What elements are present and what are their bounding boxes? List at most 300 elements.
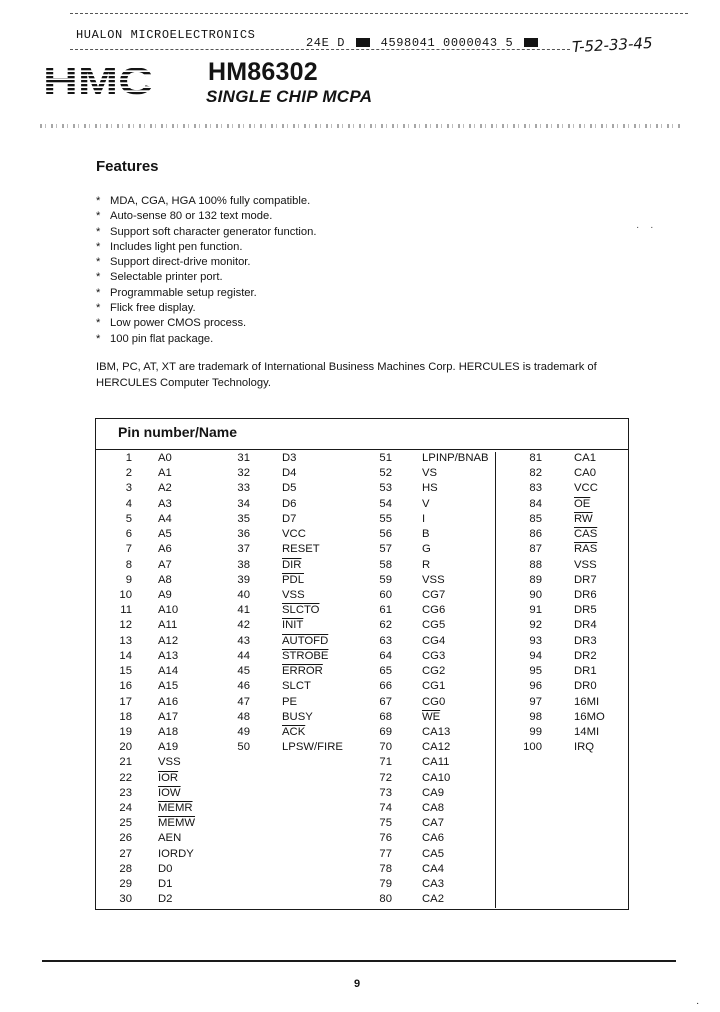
pin-name: A3	[158, 497, 172, 510]
pin-number: 82	[529, 467, 542, 480]
pin-row	[518, 618, 624, 633]
pin-row	[104, 801, 234, 816]
pin-number: 74	[379, 802, 392, 815]
pin-number: 31	[237, 452, 250, 464]
pin-name: A19	[158, 741, 179, 754]
pin-row	[104, 542, 234, 557]
pin-row	[104, 877, 234, 892]
pin-number: 95	[529, 665, 542, 678]
pin-number: 90	[529, 588, 542, 601]
pin-row	[104, 695, 234, 710]
pin-row	[230, 527, 370, 542]
pin-name: A0	[158, 452, 172, 464]
scan-speckle: · ·	[636, 222, 658, 233]
pin-number: 33	[237, 482, 250, 495]
pin-number: 91	[529, 604, 542, 617]
pin-name: $\overline{DIR}$	[282, 558, 302, 571]
pin-name: A1	[158, 467, 172, 480]
pin-row	[518, 497, 624, 512]
pin-row	[230, 710, 370, 725]
pin-name: R	[422, 558, 431, 571]
pin-name: A14	[158, 665, 179, 678]
pin-number: 59	[379, 573, 392, 586]
pin-row	[230, 451, 370, 466]
pin-number: 61	[379, 604, 392, 617]
pin-number: 89	[529, 573, 542, 586]
pin-name: CG5	[422, 619, 446, 632]
pin-row	[370, 512, 498, 527]
feature-text: Support soft character generator function.	[110, 225, 317, 238]
pin-row	[370, 771, 498, 786]
feature-item	[96, 255, 316, 270]
pin-row	[518, 573, 624, 588]
pin-row	[518, 740, 624, 755]
pin-name: A7	[158, 558, 172, 571]
pin-name: D3	[282, 452, 297, 464]
pin-name: DR1	[574, 665, 597, 678]
document-code	[306, 36, 541, 50]
pin-row	[518, 725, 624, 740]
pin-name: G	[422, 543, 431, 556]
bullet-mark: *	[96, 240, 101, 253]
pin-name: A6	[158, 543, 172, 556]
pin-number: 88	[529, 558, 542, 571]
pin-name: CA13	[422, 725, 451, 738]
pin-row	[104, 710, 234, 725]
pin-row	[104, 588, 234, 603]
pin-name: SLCT	[282, 680, 311, 693]
pin-name: $\overline{IOW}$	[158, 786, 181, 799]
pin-number: 19	[119, 725, 132, 738]
pin-row	[104, 527, 234, 542]
pin-row	[230, 695, 370, 710]
pin-number: 21	[119, 756, 132, 769]
pin-name: CG3	[422, 649, 446, 662]
pin-name: D7	[282, 512, 297, 525]
pin-row	[104, 512, 234, 527]
pin-name: CA2	[422, 893, 444, 906]
pin-row	[104, 725, 234, 740]
pin-name: A15	[158, 680, 179, 693]
pin-name: CA4	[422, 862, 444, 875]
scan-speckle: ·	[696, 998, 700, 1009]
feature-item	[96, 332, 316, 347]
pin-number: 62	[379, 619, 392, 632]
feature-text: Includes light pen function.	[110, 240, 243, 253]
pin-name: VSS	[282, 588, 305, 601]
features-heading: Features	[96, 158, 159, 175]
pin-number: 64	[379, 649, 392, 662]
scan-noise-line	[40, 124, 680, 128]
pin-name: V	[422, 497, 430, 510]
pin-row	[518, 664, 624, 679]
feature-text: Auto-sense 80 or 132 text mode.	[110, 210, 273, 223]
pin-number: 16	[119, 680, 132, 693]
pin-name: $\overline{WE}$	[422, 710, 441, 723]
pin-row	[230, 649, 370, 664]
pin-row	[518, 695, 624, 710]
pin-row	[370, 862, 498, 877]
pin-row	[230, 542, 370, 557]
pin-row	[104, 603, 234, 618]
pin-number: 6	[125, 528, 132, 541]
pin-name: A13	[158, 649, 179, 662]
pin-name: DR2	[574, 649, 597, 662]
pin-name: CA0	[574, 467, 596, 480]
pin-row	[370, 603, 498, 618]
pin-row	[230, 740, 370, 755]
pin-number: 46	[237, 680, 250, 693]
pin-name: A10	[158, 604, 179, 617]
pin-row	[518, 634, 624, 649]
pin-number: 72	[379, 771, 392, 784]
pin-number: 25	[119, 817, 132, 830]
pin-name: CA8	[422, 802, 444, 815]
pin-number: 24	[119, 802, 132, 815]
pin-row	[230, 679, 370, 694]
pin-number: 11	[120, 604, 132, 617]
pin-number: 7	[125, 543, 132, 556]
pin-number: 35	[237, 512, 250, 525]
pin-name: VCC	[282, 528, 306, 541]
bullet-mark: *	[96, 317, 101, 330]
pin-row	[370, 679, 498, 694]
pin-name: ERROR	[282, 665, 323, 678]
pin-number: 41	[237, 604, 250, 617]
pin-name: D1	[158, 878, 173, 891]
pin-row	[370, 816, 498, 831]
pin-number: 37	[237, 543, 250, 556]
pin-row	[518, 512, 624, 527]
pin-number: 85	[529, 512, 542, 525]
pin-number: 57	[379, 543, 392, 556]
pin-name: CA5	[422, 847, 444, 860]
pin-row	[370, 877, 498, 892]
pin-name: DR3	[574, 634, 597, 647]
pin-name: MEMR	[158, 802, 193, 815]
pin-number: 100	[523, 741, 542, 754]
pin-number: 83	[529, 482, 542, 495]
pin-row	[230, 603, 370, 618]
feature-text: Selectable printer port.	[110, 271, 223, 284]
pin-row	[370, 634, 498, 649]
pin-row	[104, 847, 234, 862]
pin-column-1	[104, 451, 234, 908]
pin-number: 29	[119, 878, 132, 891]
pin-number: 5	[125, 512, 132, 525]
pin-number: 23	[119, 786, 132, 799]
pin-row	[370, 573, 498, 588]
pin-row	[104, 771, 234, 786]
pin-number: 4	[125, 497, 132, 510]
pin-number: 18	[119, 710, 132, 723]
pin-row	[104, 755, 234, 770]
pin-column-2	[230, 451, 370, 755]
pin-number: 9	[125, 573, 132, 586]
pin-name: $\overline{RAS}$	[574, 543, 598, 556]
pin-name: INIT	[282, 619, 304, 632]
pin-name: CA7	[422, 817, 444, 830]
pin-name: CA11	[422, 756, 450, 769]
pin-row	[370, 558, 498, 573]
feature-text: Programmable setup register.	[110, 286, 257, 299]
pin-number: 38	[237, 558, 250, 571]
feature-text: 100 pin flat package.	[110, 332, 214, 345]
pin-name: VSS	[574, 558, 597, 571]
pin-number: 50	[237, 741, 250, 754]
pin-row	[518, 588, 624, 603]
pin-number: 48	[237, 710, 250, 723]
header-rule-under	[70, 49, 570, 50]
pin-row	[370, 481, 498, 496]
pin-row	[370, 649, 498, 664]
pin-row	[104, 558, 234, 573]
pin-number: 76	[379, 832, 392, 845]
feature-item	[96, 240, 316, 255]
pin-row	[104, 466, 234, 481]
pin-number: 15	[119, 665, 132, 678]
feature-text: MDA, CGA, HGA 100% fully compatible.	[110, 195, 311, 207]
pin-name: VSS	[158, 756, 181, 769]
pin-number: 92	[529, 619, 542, 632]
pin-row	[518, 466, 624, 481]
pin-number: 2	[125, 467, 132, 480]
pin-row	[518, 649, 624, 664]
pin-number: 10	[119, 588, 132, 601]
pin-row	[370, 664, 498, 679]
pin-name: IORDY	[158, 847, 194, 860]
pin-row	[230, 725, 370, 740]
page-number: 9	[354, 978, 361, 990]
header-rule-top	[70, 13, 688, 14]
pin-name: A18	[158, 725, 179, 738]
pin-name: AUTOFD	[282, 634, 329, 647]
pin-number: 96	[529, 680, 542, 693]
pin-table-header-rule	[95, 449, 629, 450]
pin-name: RESET	[282, 543, 320, 556]
pin-column-3	[370, 451, 498, 908]
pin-name: $\overline{IOR}$	[158, 771, 179, 784]
pin-row	[104, 664, 234, 679]
pin-number: 58	[379, 558, 392, 571]
pin-number: 28	[119, 862, 132, 875]
part-subtitle: SINGLE CHIP MCPA	[206, 87, 373, 106]
pin-row	[370, 527, 498, 542]
pin-row	[370, 497, 498, 512]
pin-number: 43	[237, 634, 250, 647]
pin-name: $\overline{RW}$	[574, 512, 593, 525]
bullet-mark: *	[96, 210, 101, 223]
pin-name: CG7	[422, 588, 446, 601]
pin-row	[104, 573, 234, 588]
pin-number: 20	[119, 741, 132, 754]
pin-name: HS	[422, 482, 438, 495]
pin-row	[370, 466, 498, 481]
pin-name: D4	[282, 467, 297, 480]
pin-name: D0	[158, 862, 173, 875]
pin-number: 98	[529, 710, 542, 723]
pin-name: CA3	[422, 878, 444, 891]
pin-row	[104, 786, 234, 801]
pin-number: 30	[119, 893, 132, 906]
pin-name: CA6	[422, 832, 444, 845]
pin-row	[518, 451, 624, 466]
pin-row	[518, 527, 624, 542]
bullet-mark: *	[96, 271, 101, 284]
pin-number: 56	[379, 528, 392, 541]
pin-name: LPSW/FIRE	[282, 741, 343, 754]
pin-name: $\overline{ACK}$	[282, 725, 306, 738]
feature-text: Support direct-drive monitor.	[110, 256, 251, 269]
pin-row	[370, 710, 498, 725]
trademark-notice: IBM, PC, AT, XT are trademark of International Business Machines Corp. HERCULES is trademark of HERCULES Computer Technology.	[96, 361, 597, 389]
pin-name: 16MO	[574, 710, 605, 723]
pin-name: DR7	[574, 573, 597, 586]
pin-name: D2	[158, 893, 173, 906]
pin-row	[230, 466, 370, 481]
pin-row	[370, 695, 498, 710]
pin-number: 14	[119, 649, 132, 662]
pin-number: 78	[379, 862, 392, 875]
pin-row	[518, 603, 624, 618]
pin-name: D6	[282, 497, 297, 510]
pin-row	[518, 710, 624, 725]
pin-number: 84	[529, 497, 542, 510]
pin-number: 27	[119, 847, 132, 860]
pin-number: 67	[379, 695, 392, 708]
pin-name: SLCTO	[282, 604, 320, 617]
logo-text: HMC	[43, 64, 153, 96]
pin-number: 86	[529, 528, 542, 541]
pin-row	[370, 740, 498, 755]
bullet-mark: *	[96, 332, 101, 345]
pin-row	[370, 542, 498, 557]
pin-number: 79	[379, 878, 392, 891]
pin-number: 54	[379, 497, 392, 510]
pin-name: CG6	[422, 604, 446, 617]
feature-item	[96, 301, 316, 316]
pin-number: 60	[379, 588, 392, 601]
pin-row	[230, 497, 370, 512]
pin-number: 99	[529, 725, 542, 738]
pin-row	[518, 481, 624, 496]
pin-name: A12	[158, 634, 179, 647]
pin-row	[230, 481, 370, 496]
pin-name: CA12	[422, 741, 451, 754]
features-list	[96, 194, 316, 347]
pin-name: LPINP/BNAB	[422, 452, 489, 464]
pin-name: A5	[158, 528, 172, 541]
pin-name: D5	[282, 482, 297, 495]
pin-row	[104, 816, 234, 831]
pin-number: 97	[529, 695, 542, 708]
pin-number: 69	[379, 725, 392, 738]
pin-number: 51	[379, 452, 392, 464]
pin-number: 77	[379, 847, 392, 860]
pin-row	[370, 786, 498, 801]
hmc-logo	[42, 64, 154, 96]
pin-number: 70	[379, 741, 392, 754]
pin-name: CG2	[422, 665, 446, 678]
bullet-mark: *	[96, 195, 101, 207]
pin-number: 34	[237, 497, 250, 510]
pin-row	[370, 847, 498, 862]
pin-number: 94	[529, 649, 542, 662]
pin-row	[104, 679, 234, 694]
pin-number: 1	[125, 452, 132, 464]
pin-name: A17	[158, 710, 179, 723]
code-block-mark	[356, 38, 370, 47]
pin-number: 66	[379, 680, 392, 693]
pin-row	[370, 892, 498, 907]
pin-name: CG4	[422, 634, 446, 647]
pin-row	[104, 831, 234, 846]
pin-name: A8	[158, 573, 172, 586]
pin-name: CA10	[422, 771, 451, 784]
pin-row	[230, 512, 370, 527]
pin-name: VS	[422, 467, 438, 480]
pin-name: PE	[282, 695, 298, 708]
pin-row	[104, 862, 234, 877]
pin-number: 13	[119, 634, 132, 647]
pin-name: $\overline{PDL}$	[282, 573, 304, 586]
pin-row	[518, 558, 624, 573]
feature-item	[96, 209, 316, 224]
pin-row	[104, 481, 234, 496]
pin-number: 22	[119, 771, 132, 784]
pin-row	[230, 618, 370, 633]
pin-name: AEN	[158, 832, 182, 845]
pin-row	[104, 892, 234, 907]
pin-number: 17	[119, 695, 132, 708]
pin-name: VCC	[574, 482, 598, 495]
pin-number: 39	[237, 573, 250, 586]
pin-number: 55	[379, 512, 392, 525]
pin-number: 75	[379, 817, 392, 830]
bullet-mark: *	[96, 256, 101, 269]
footer-rule	[42, 960, 676, 962]
pin-row	[370, 755, 498, 770]
handwritten-reference: T-52-33-45	[571, 33, 653, 57]
pin-row	[370, 831, 498, 846]
pin-name: I	[422, 512, 426, 525]
bullet-mark: *	[96, 302, 101, 315]
pin-number: 42	[237, 619, 250, 632]
pin-name: A11	[158, 619, 178, 632]
pin-number: 87	[529, 543, 542, 556]
pin-number: 80	[379, 893, 392, 906]
pin-name: DR0	[574, 680, 597, 693]
pin-row	[104, 451, 234, 466]
pin-name: A16	[158, 695, 179, 708]
document-code-a: 24E D	[306, 36, 346, 50]
pin-name: DR5	[574, 604, 597, 617]
pin-number: 49	[237, 725, 250, 738]
pin-number: 12	[119, 619, 132, 632]
pin-number: 93	[529, 634, 542, 647]
pin-name: CA1	[574, 452, 596, 464]
pin-row	[370, 588, 498, 603]
document-code-b: 4598041 0000043 5	[380, 36, 514, 50]
pin-row	[230, 573, 370, 588]
pin-column-4	[518, 451, 624, 755]
pin-number: 44	[237, 649, 250, 662]
pin-number: 63	[379, 634, 392, 647]
pin-name: $\overline{CAS}$	[574, 528, 598, 541]
pin-number: 73	[379, 786, 392, 799]
pin-number: 26	[119, 832, 132, 845]
pin-row	[370, 451, 498, 466]
